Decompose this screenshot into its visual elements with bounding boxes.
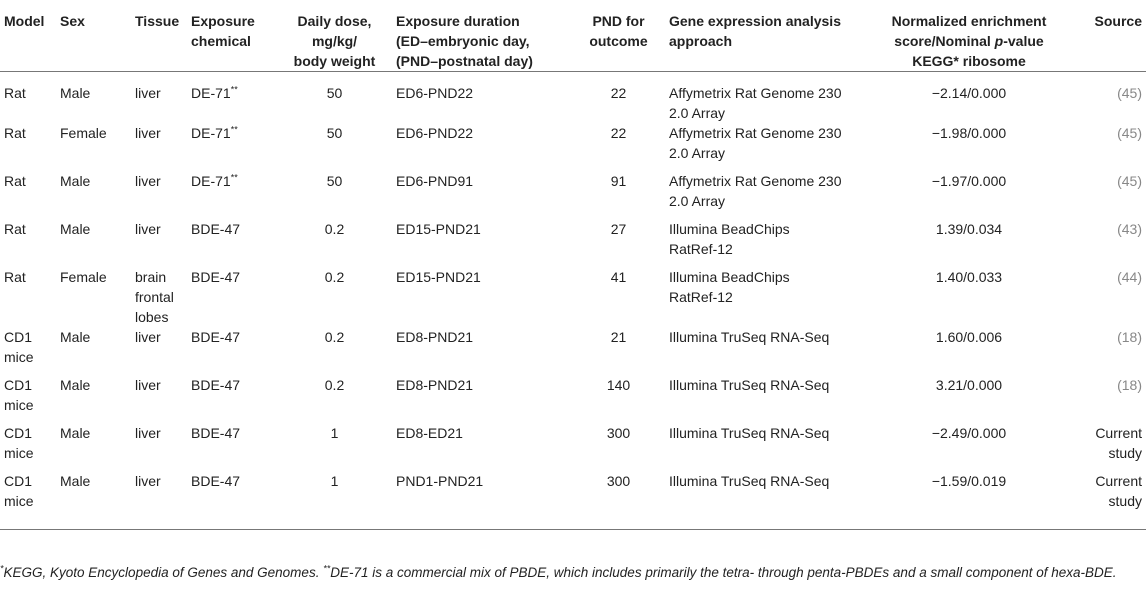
cell-model: Rat [4,269,26,285]
table-row [0,375,1146,423]
cell-approach: Illumina BeadChips RatRef-12 [669,221,790,257]
cell-enrichment-score: 3.21/0.000 [935,377,1003,393]
cell-pnd: 22 [610,85,627,101]
cell-chemical: BDE-47 [191,269,241,285]
table-body [0,72,1146,530]
cell-chemical: DE-71** [191,124,238,141]
cell-pnd: 91 [610,173,627,189]
table-row [0,471,1146,530]
cell-approach: Illumina TruSeq RNA-Seq [669,329,830,345]
table-row [0,423,1146,471]
cell-duration: ED15-PND21 [396,269,481,285]
table-row [0,123,1146,171]
cell-approach: Illumina TruSeq RNA-Seq [669,425,830,441]
header-enrichment-score: Normalized enrichment score/Nominal p-value KEGG* ribosome [878,0,1060,72]
cell-dose: 0.2 [324,269,345,285]
cell-model: CD1 mice [4,377,34,413]
cell-approach: Illumina TruSeq RNA-Seq [669,377,830,393]
cell-source[interactable]: (43) [1117,221,1142,237]
cell-dose: 1 [330,425,339,441]
cell-approach: Illumina TruSeq RNA-Seq [665,471,878,530]
table-row [0,171,1146,219]
cell-pnd: 21 [610,329,627,345]
cell-sex: Male [60,85,91,101]
cell-source[interactable]: (18) [1117,377,1142,393]
cell-enrichment-score: −2.14/0.000 [931,85,1007,101]
cell-approach: Affymetrix Rat Genome 230 2.0 Array [669,125,842,161]
header-tissue: Tissue [131,0,187,72]
cell-source[interactable]: (45) [1117,125,1142,141]
cell-source[interactable]: (45) [1117,173,1142,189]
cell-source[interactable]: (18) [1117,329,1142,345]
cell-tissue: liver [135,173,161,189]
cell-source: Current study [1095,425,1142,461]
cell-tissue: liver [135,329,161,345]
cell-duration: PND1-PND21 [392,471,572,530]
cell-dose: 50 [326,125,343,141]
cell-duration: ED8-ED21 [396,425,463,441]
cell-sex: Male [60,221,91,237]
cell-pnd: 300 [572,471,665,530]
cell-tissue: liver [135,85,161,101]
cell-sex: Male [60,377,91,393]
cell-sex: Male [60,173,91,189]
cell-dose: 50 [326,85,343,101]
cell-pnd: 140 [606,377,631,393]
cell-pnd: 300 [606,425,631,441]
cell-sex: Male [56,471,131,530]
cell-source: Current study [1060,471,1146,530]
cell-model: Rat [4,125,26,141]
cell-sex: Male [60,329,91,345]
header-pnd-outcome: PND for outcome [572,0,665,72]
cell-enrichment-score: 1.60/0.006 [935,329,1003,345]
header-daily-dose: Daily dose, mg/kg/ body weight [277,0,392,72]
cell-pnd: 27 [610,221,627,237]
cell-enrichment-score: −1.59/0.019 [878,471,1060,530]
header-analysis-approach: Gene expression analysis approach [665,0,878,72]
table-row [0,327,1146,375]
cell-source[interactable]: (44) [1117,269,1142,285]
cell-enrichment-score: 1.39/0.034 [935,221,1003,237]
cell-enrichment-score: −1.97/0.000 [931,173,1007,189]
cell-approach: Affymetrix Rat Genome 230 2.0 Array [669,173,842,209]
cell-pnd: 22 [610,125,627,141]
cell-tissue: liver [135,221,161,237]
cell-chemical: BDE-47 [187,471,277,530]
header-source: Source [1060,0,1146,72]
footnote: *KEGG, Kyoto Encyclopedia of Genes and Genomes. **DE-71 is a commercial mix of PBDE, which includes primarily the tetra- through penta-PBDEs and a small component of hexa-BDE. [0,563,1117,580]
cell-tissue: liver [135,425,161,441]
cell-tissue: brain frontal lobes [135,269,174,325]
cell-duration: ED6-PND22 [396,125,474,141]
cell-pnd: 41 [610,269,627,285]
header-exposure-chemical: Exposure chemical [187,0,277,72]
cell-model: CD1 mice [0,471,56,530]
cell-dose: 0.2 [324,221,345,237]
cell-model: Rat [4,221,26,237]
cell-enrichment-score: −2.49/0.000 [931,425,1007,441]
cell-chemical: DE-71** [191,172,238,189]
cell-tissue: liver [135,377,161,393]
cell-tissue: liver [131,471,187,530]
cell-sex: Female [60,125,107,141]
cell-dose: 1 [277,471,392,530]
cell-sex: Male [60,425,91,441]
cell-model: Rat [4,173,26,189]
cell-chemical: BDE-47 [191,425,241,441]
cell-enrichment-score: 1.40/0.033 [935,269,1003,285]
table-row [0,72,1146,124]
cell-model: Rat [4,85,26,101]
cell-dose: 50 [326,173,343,189]
cell-duration: ED6-PND91 [396,173,474,189]
cell-duration: ED8-PND21 [396,329,474,345]
header-exposure-duration: Exposure duration (ED–embryonic day, (PND–postnatal day) [392,0,572,72]
cell-chemical: BDE-47 [191,221,241,237]
cell-chemical: BDE-47 [191,329,241,345]
cell-duration: ED8-PND21 [396,377,474,393]
cell-duration: ED6-PND22 [396,85,474,101]
cell-chemical: BDE-47 [191,377,241,393]
table-row [0,219,1146,267]
cell-tissue: liver [135,125,161,141]
cell-sex: Female [60,269,107,285]
cell-dose: 0.2 [324,377,345,393]
cell-duration: ED15-PND21 [396,221,481,237]
cell-approach: Affymetrix Rat Genome 230 2.0 Array [669,85,842,121]
table-row [0,267,1146,327]
header-model: Model [0,0,56,72]
cell-approach: Illumina BeadChips RatRef-12 [669,269,790,305]
cell-model: CD1 mice [4,425,34,461]
header-row [0,0,1146,72]
cell-dose: 0.2 [324,329,345,345]
cell-source[interactable]: (45) [1117,85,1142,101]
cell-chemical: DE-71** [191,84,238,101]
cell-enrichment-score: −1.98/0.000 [931,125,1007,141]
cell-model: CD1 mice [4,329,34,365]
header-sex: Sex [56,0,131,72]
table-header [0,0,1146,72]
